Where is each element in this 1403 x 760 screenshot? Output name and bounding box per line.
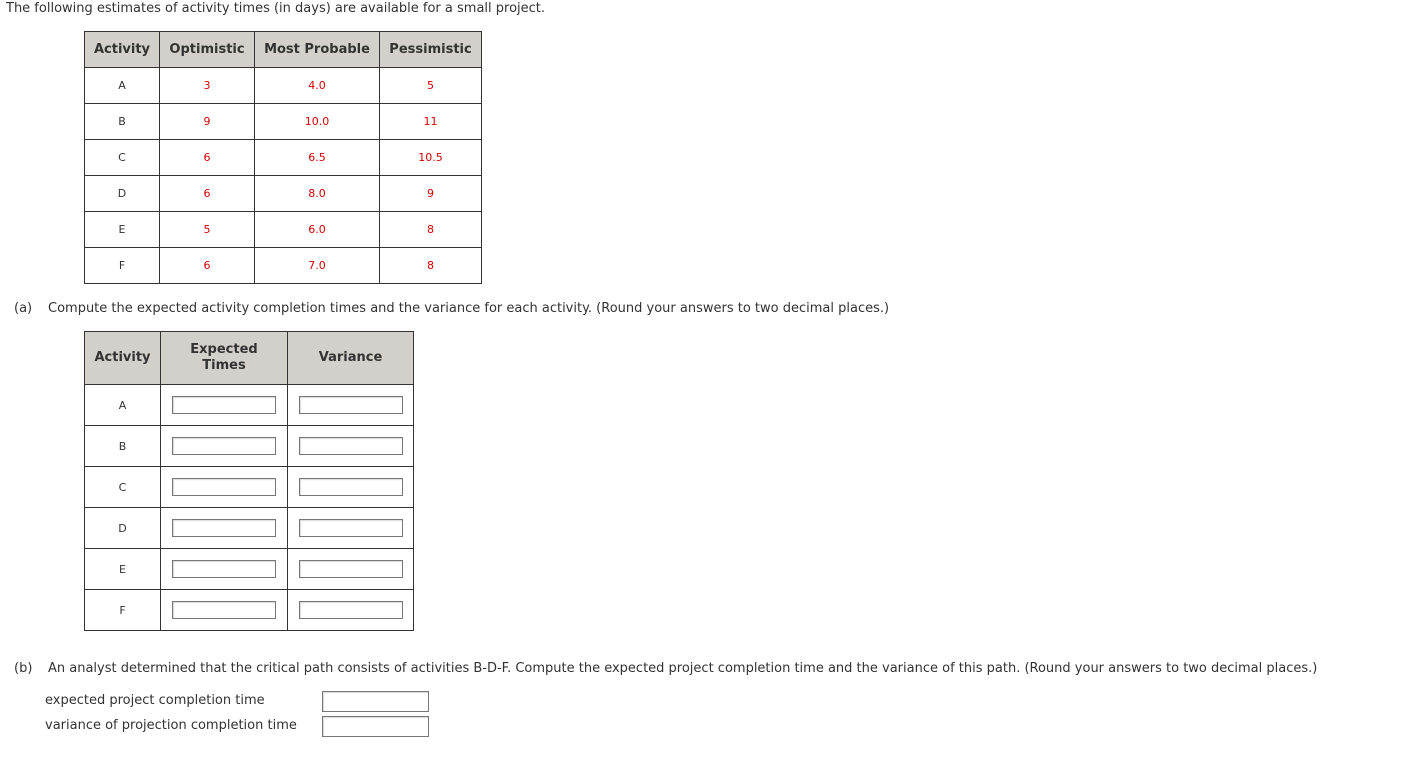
activity-cell: E bbox=[85, 212, 160, 248]
part-b-label: (b) bbox=[14, 661, 33, 676]
pessimistic-cell: 8 bbox=[380, 212, 482, 248]
variance-cell bbox=[288, 508, 414, 549]
activity-cell: F bbox=[85, 248, 160, 284]
most-probable-cell: 8.0 bbox=[255, 176, 380, 212]
table-row bbox=[85, 104, 482, 140]
expected-time-input-e[interactable] bbox=[172, 560, 276, 578]
table-row bbox=[85, 68, 482, 104]
expected-time-cell bbox=[161, 385, 288, 426]
intro-text: The following estimates of activity times (in days) are available for a small project. bbox=[6, 1, 546, 16]
part-a-question bbox=[14, 301, 889, 316]
optimistic-cell: 9 bbox=[160, 104, 255, 140]
activity-cell: A bbox=[85, 68, 160, 104]
expected-time-cell bbox=[161, 426, 288, 467]
table-row bbox=[85, 385, 414, 426]
header-optimistic: Optimistic bbox=[160, 32, 255, 68]
expected-time-input-c[interactable] bbox=[172, 478, 276, 496]
header-expected-line2: Times bbox=[202, 358, 246, 373]
table-header-row bbox=[85, 32, 482, 68]
expected-time-cell bbox=[161, 508, 288, 549]
most-probable-cell: 6.0 bbox=[255, 212, 380, 248]
table-header-row bbox=[85, 332, 414, 385]
optimistic-cell: 6 bbox=[160, 176, 255, 212]
optimistic-cell: 6 bbox=[160, 248, 255, 284]
variance-input-c[interactable] bbox=[299, 478, 403, 496]
expected-time-input-a[interactable] bbox=[172, 396, 276, 414]
variance-input-a[interactable] bbox=[299, 396, 403, 414]
activity-cell: B bbox=[85, 426, 161, 467]
table-row bbox=[85, 212, 482, 248]
header-pessimistic: Pessimistic bbox=[380, 32, 482, 68]
variance-cell bbox=[288, 467, 414, 508]
activity-cell: E bbox=[85, 549, 161, 590]
table-row bbox=[85, 248, 482, 284]
header-variance: Variance bbox=[288, 332, 414, 385]
most-probable-cell: 7.0 bbox=[255, 248, 380, 284]
header-expected-line1: Expected bbox=[190, 342, 258, 357]
pessimistic-cell: 10.5 bbox=[380, 140, 482, 176]
most-probable-cell: 6.5 bbox=[255, 140, 380, 176]
pessimistic-cell: 9 bbox=[380, 176, 482, 212]
variance-cell bbox=[288, 385, 414, 426]
table-row bbox=[85, 140, 482, 176]
variance-completion-input[interactable] bbox=[322, 716, 429, 737]
expected-time-input-b[interactable] bbox=[172, 437, 276, 455]
activity-cell: D bbox=[85, 508, 161, 549]
part-b-text: An analyst determined that the critical path consists of activities B-D-F. Compute the expected project completion time and the variance of this path. (Round your answers to two decimal places.) bbox=[48, 661, 1318, 676]
variance-input-e[interactable] bbox=[299, 560, 403, 578]
header-expected-times bbox=[161, 332, 288, 385]
activity-cell: C bbox=[85, 467, 161, 508]
table-row bbox=[85, 549, 414, 590]
activity-cell: F bbox=[85, 590, 161, 631]
table-row bbox=[85, 176, 482, 212]
part-a-text: Compute the expected activity completion times and the variance for each activity. (Round your answers to two decimal places.) bbox=[48, 301, 890, 316]
table-row bbox=[85, 508, 414, 549]
most-probable-cell: 4.0 bbox=[255, 68, 380, 104]
activity-cell: A bbox=[85, 385, 161, 426]
variance-input-d[interactable] bbox=[299, 519, 403, 537]
expected-time-cell bbox=[161, 590, 288, 631]
part-a-label: (a) bbox=[14, 301, 33, 316]
variance-input-f[interactable] bbox=[299, 601, 403, 619]
table-row bbox=[85, 590, 414, 631]
variance-completion-label: variance of projection completion time bbox=[45, 718, 297, 733]
pessimistic-cell: 11 bbox=[380, 104, 482, 140]
answer-table-part-a bbox=[84, 331, 414, 631]
table-row bbox=[85, 467, 414, 508]
most-probable-cell: 10.0 bbox=[255, 104, 380, 140]
expected-time-input-f[interactable] bbox=[172, 601, 276, 619]
part-b-question bbox=[14, 661, 1317, 676]
optimistic-cell: 6 bbox=[160, 140, 255, 176]
header-activity: Activity bbox=[85, 332, 161, 385]
optimistic-cell: 5 bbox=[160, 212, 255, 248]
variance-cell bbox=[288, 590, 414, 631]
pessimistic-cell: 5 bbox=[380, 68, 482, 104]
expected-time-input-d[interactable] bbox=[172, 519, 276, 537]
expected-completion-input[interactable] bbox=[322, 691, 429, 712]
variance-input-b[interactable] bbox=[299, 437, 403, 455]
expected-time-cell bbox=[161, 549, 288, 590]
activity-estimates-table bbox=[84, 31, 482, 284]
expected-time-cell bbox=[161, 467, 288, 508]
expected-completion-label: expected project completion time bbox=[45, 693, 265, 708]
header-activity: Activity bbox=[85, 32, 160, 68]
variance-cell bbox=[288, 549, 414, 590]
variance-cell bbox=[288, 426, 414, 467]
activity-cell: C bbox=[85, 140, 160, 176]
activity-cell: B bbox=[85, 104, 160, 140]
activity-cell: D bbox=[85, 176, 160, 212]
pessimistic-cell: 8 bbox=[380, 248, 482, 284]
optimistic-cell: 3 bbox=[160, 68, 255, 104]
table-row bbox=[85, 426, 414, 467]
header-most-probable: Most Probable bbox=[255, 32, 380, 68]
